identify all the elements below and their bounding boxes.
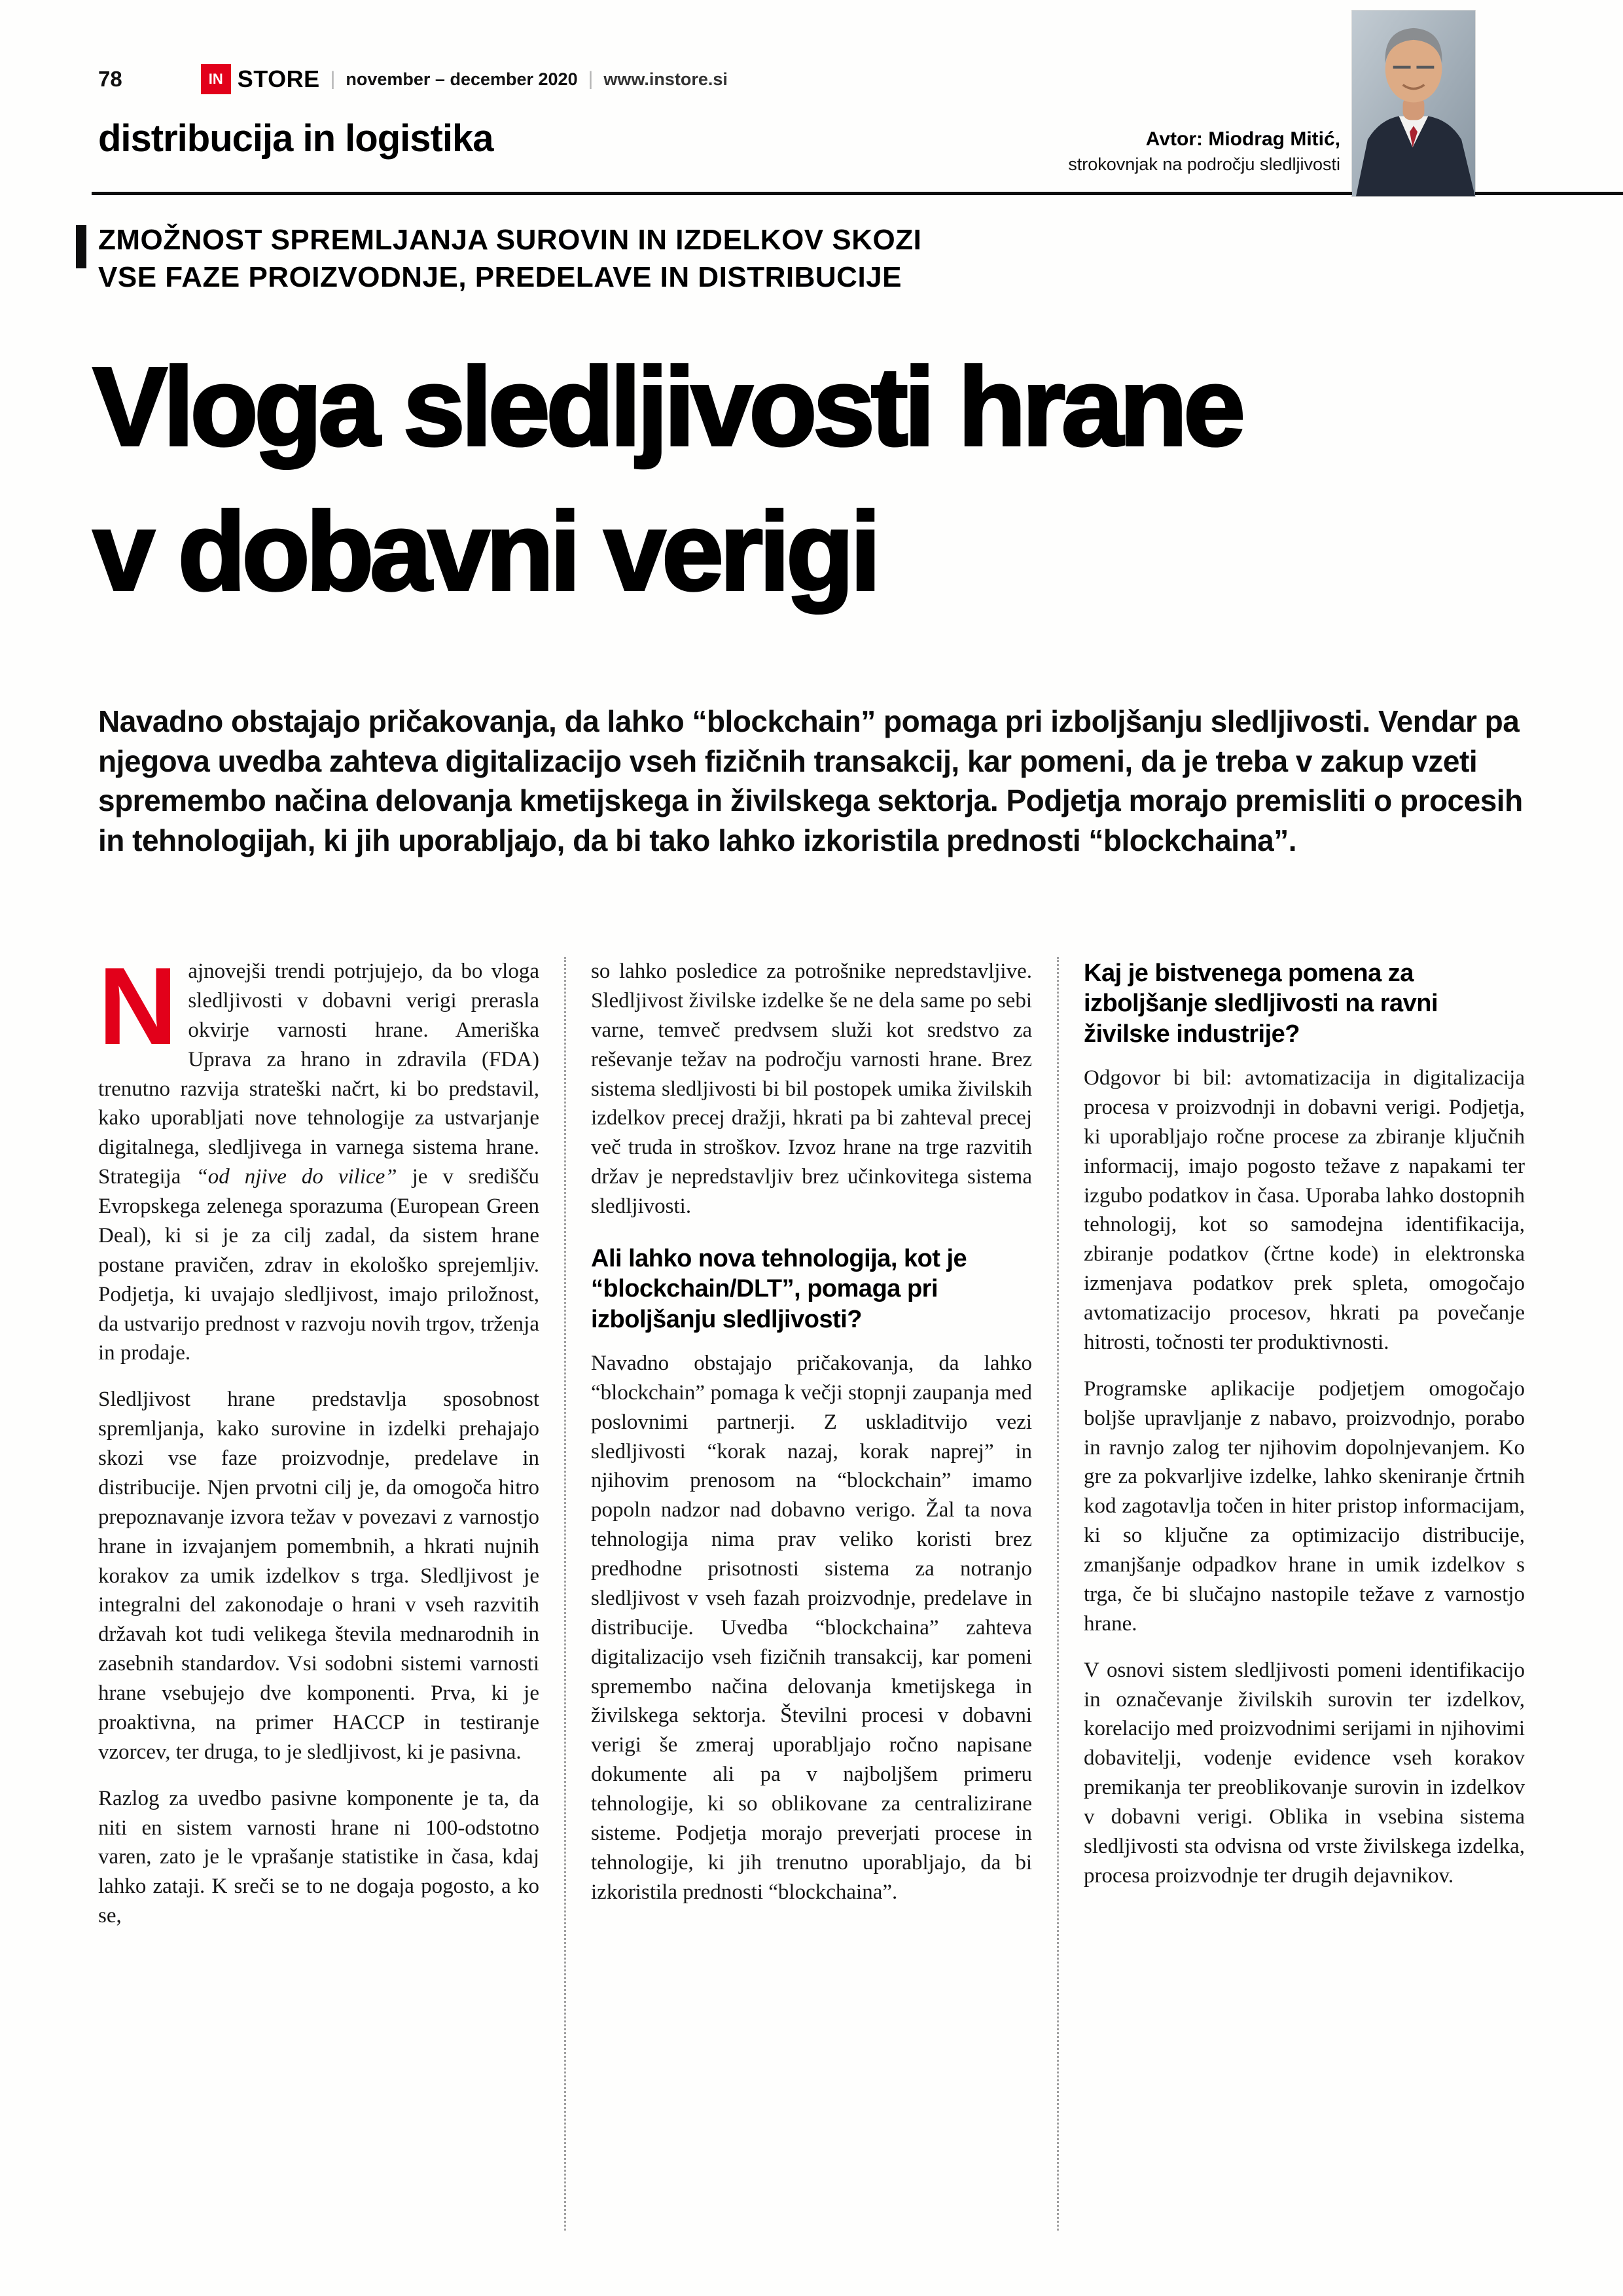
article-title [93, 335, 1241, 624]
paragraph-text: ajnovejši trendi potrjujejo, da bo vloga sledljivosti v dobavni verigi prerasla okvirje varnosti hrane. Ameriška Uprava za hrano in zdravila (FDA) trenutno razvija strateški načrt, ki bo predstavil, kako uporabljati nove tehnologije za ustvarjanje digitalnega, sledljivega in varnega sistema hrane. Strategija [98, 960, 539, 1189]
article-body [98, 944, 1525, 2231]
paragraph: Sledljivost hrane predstavlja sposobnost spremljanja, kako surovine in izdelki prehajajo skozi vse faze proizvodnje, predelave in distribucije. Njen prvotni cilj je, da omogoča hitro prepoznavanje izvora težav v povezavi z varnostjo hrane in izvajanjem pomembnih, a hkrati nujnih korakov za umik izdelkov s trga. Sledljivost je integralni del zakonodaje o hrani v vseh razvitih državah kot tudi velikega števila mednarodnih in zasebnih standardov. Vsi sodobni sistemi varnosti hrane vsebujejo dve komponenti. Prva, ki je proaktivna, na primer HACCP in testiranje vzorcev, ter druga, to je sledljivost, ki je pasivna. [98, 1388, 539, 1764]
instore-logo-icon: IN [201, 64, 231, 94]
page-number: 78 [98, 67, 122, 91]
kicker-accent-bar [76, 225, 86, 268]
lead-paragraph: Navadno obstajajo pričakovanja, da lahko “blockchain” pomaga pri izboljšanju sledljivosti. Vendar pa njegova uvedba zahteva digitalizacijo vseh fizičnih transakcij, kar pomeni, da je treba v zakup vzeti spremembo načina delovanja kmetijskega in živilskega sektorja. Podjetja morajo premisliti o procesih in tehnologijah, ki jih uporabljajo, da bi tako lahko izkoristila prednosti “blockchaina”. [98, 704, 1523, 858]
author-name: Avtor: Miodrag Mitić, [1145, 128, 1340, 150]
masthead-separator: | [588, 68, 594, 90]
kicker-line-1: ZMOŽNOST SPREMLJANJA SUROVIN IN IZDELKOV SKOZI [98, 224, 922, 256]
paragraph: so lahko posledice za potrošnike nepredstavljive. Sledljivost živilske izdelke še ne dela same po sebi varne, temveč predvsem služi kot sredstvo za reševanje težav na področju varnosti hrane. Brez sistema sledljivosti bi bil postopek umika živilskih izdelkov precej dražji, hkrati pa bi zahteval precej več truda in stroškov. Izvoz hrane na trge razvitih držav je nepredstavljiv brez učinkovitega sistema sledljivosti. [591, 960, 1032, 1218]
author-portrait-illustration [1352, 10, 1475, 196]
instore-logo-word: STORE [237, 65, 320, 92]
masthead-separator: | [330, 68, 336, 90]
website-link[interactable]: www.instore.si [603, 69, 728, 89]
section-title: distribucija in logistika [98, 117, 493, 160]
column-2 [564, 957, 1057, 2231]
dropcap: N [98, 944, 178, 1067]
masthead [98, 64, 1525, 94]
kicker [98, 221, 921, 296]
column-1 [98, 944, 564, 2231]
paragraph: V osnovi sistem sledljivosti pomeni identifikacijo in označevanje živilskih surovin ter izdelkov, korelacijo med proizvodnimi serijami in njihovimi dobavitelji, vodenje evidence vseh korakov premikanja ter preoblikovanje surovin in izdelkov v dobavni verigi. Oblika in vsebina sistema sledljivosti sta odvisna od vrste živilskega izdelka, procesa proizvodnje ter drugih dejavnikov. [1084, 1658, 1525, 1888]
italic-phrase: “od njive do vilice” [196, 1165, 397, 1189]
paragraph: Razlog za uvedbo pasivne komponente je ta, da niti en sistem varnosti hrane ni 100-odstotno varen, zato je le vprašanje statistike in časa, kdaj lahko zataji. K sreči se to ne dogaja pogosto, a ko se, [98, 1786, 539, 1928]
column-3 [1057, 957, 1525, 2231]
author-photo [1352, 10, 1475, 196]
paragraph: Odgovor bi bil: avtomatizacija in digitalizacija procesa v proizvodnji in dobavni verigi. Podjetja, ki uporabljajo ročne procese za zbiranje ključnih informacij, imajo pogosto težave z napakami ter izgubo podatkov in časa. Uporaba lahko dostopnih tehnologij, kot so samodejna identifikacija, zbiranje podatkov (črtne kode) in elektronska izmenjava podatkov prek spleta, omogočajo avtomatizacijo procesov, hkrati pa povečanje hitrosti, točnosti ter produktivnosti. [1084, 1066, 1525, 1354]
paragraph-text: je v središču Evropskega zelenega sporazuma (European Green Deal), ki si je za cilj zadal, da sistem hrane postane pravičen, zdrav in ekološko sprejemljiv. Podjetja, ki uvajajo sledljivost, imajo priložnost, da ustvarijo prednost v razvoju novih trgov, trženja in prodaje. [98, 1165, 539, 1365]
subheading: Ali lahko nova tehnologija, kot je “blockchain/DLT”, pomaga pri izboljšanju sledljivosti? [591, 1244, 967, 1333]
subheading: Kaj je bistvenega pomena za izboljšanje sledljivosti na ravni živilske industrije? [1084, 960, 1438, 1048]
article-title-line-2: v dobavni verigi [93, 490, 878, 614]
issue-date: november – december 2020 [346, 69, 578, 89]
author-credit [1068, 128, 1340, 175]
kicker-line-2: VSE FAZE PROIZVODNJE, PREDELAVE IN DISTRIBUCIJE [98, 261, 902, 294]
paragraph: Programske aplikacije podjetjem omogočajo boljše upravljanje z nabavo, proizvodnjo, porabo in ravnjo zalog ter njihovim dopolnjevanjem. Ko gre za pokvarljive izdelke, lahko skeniranje črtnih kod zagotavlja točen in hiter pristop informacijam, ki so ključne za optimizacijo distribucije, zmanjšanje odpadkov hrane in umik izdelkov s trga, če bi slučajno nastopile težave z varnostjo hrane. [1084, 1376, 1525, 1636]
author-role: strokovnjak na področju sledljivosti [1068, 154, 1340, 174]
paragraph: Navadno obstajajo pričakovanja, da lahko “blockchain” pomaga k večji stopnji zaupanja med poslovnimi partnerji. Z uskladitvijo vezi sledljivosti “korak nazaj, korak naprej” in njihovim prenosom na “blockchain” imamo popoln nadzor nad dobavno verigo. Žal ta nova tehnologija nima prav veliko koristi brez predhodne prisotnosti sistema za notranjo sledljivost v vseh fazah proizvodnje, predelave in distribucije. Uvedba “blockchaina” zahteva digitalizacijo vseh fizičnih transakcij, kar pomeni spremembo načina delovanja kmetijskega in živilskega sektorja. Številni procesi v dobavni verigi še zmeraj uporabljajo ročno napisane dokumente ali pa v najboljšem primeru tehnologije, ki so oblikovane za centralizirane sisteme. Podjetja morajo preverjati procese in tehnologije, ki jih trenutno uporabljajo, da bi izkoristila prednosti “blockchaina”. [591, 1351, 1032, 1904]
article-title-line-1: Vloga sledljivosti hrane [93, 345, 1241, 469]
paragraph [98, 944, 539, 1368]
